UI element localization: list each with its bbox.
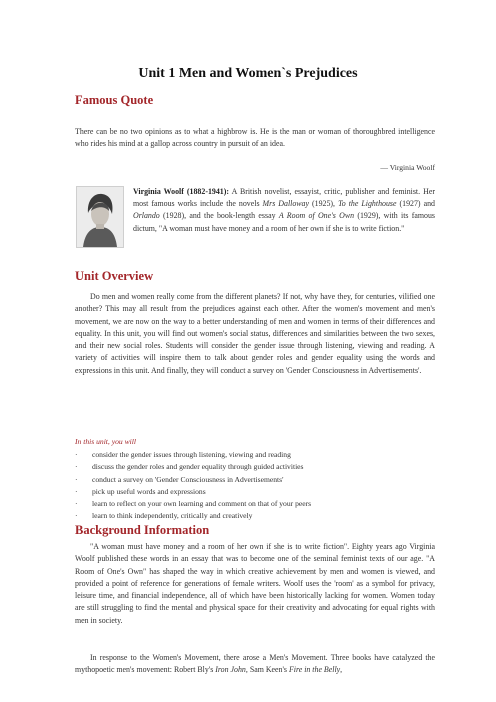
background-paragraph-2 [75, 652, 435, 677]
unit-overview-heading: Unit Overview [75, 269, 154, 283]
bullet-marker: · [75, 474, 78, 484]
list-item-text: learn to reflect on your own learning and comment on that of your peers [92, 499, 312, 509]
bio-work-title: A Room of One's Own [278, 211, 355, 221]
paragraph-text: In response to the Women's Movement, there arose a Men's Movement. Three books have catalyzed the mythopoetic men's movement: Robert Bly's [75, 653, 435, 675]
bio-work-title: Mrs Dalloway [262, 199, 309, 209]
unit-goals-list [75, 449, 435, 523]
book-title: Fire in the Belly [288, 665, 341, 675]
background-information-heading: Background Information [75, 523, 210, 537]
famous-quote-heading: Famous Quote [75, 93, 154, 107]
bio-work-title: Orlando [133, 211, 160, 221]
bio-text: (1927) and [396, 199, 435, 209]
portrait-image-icon [77, 187, 123, 247]
bio-name: Virginia Woolf (1882-1941): [133, 187, 229, 196]
bullet-marker: · [75, 486, 78, 496]
bio-text: (1925), [308, 199, 339, 209]
bio-text: (1928), and the book-length essay [159, 211, 279, 221]
list-item [75, 461, 435, 473]
bullet-marker: · [75, 499, 78, 509]
bullet-marker: · [75, 450, 78, 459]
bio-text: (1929), with its famous dictum, "A woman must have money and a room of her own if she is to write fiction." [133, 211, 435, 233]
list-item [75, 510, 435, 522]
bullet-marker: · [75, 462, 78, 472]
overview-paragraph: Do men and women really come from the different planets? If not, why have they, for centuries, vilified one another? This may all result from the prejudices against each other. After the women's movement and men's movement, we are now on the way to a better understanding of men and women in terms of their differences and equality. In this unit, you will find out women's social status, differences and similarities between the two sexes, and their new social roles. Students will consider the gender issue through listening, viewing and reading. A variety of activities will inspire them to talk about gender roles and gender equality using the words and expressions in this unit. And finally, they will conduct a survey on 'Gender Consciousness in Advertisements'. [75, 292, 435, 375]
book-title: Iron John [215, 665, 246, 675]
bio-work-title: To the Lighthouse [338, 199, 397, 209]
unit-goals-label: In this unit, you will [75, 437, 136, 446]
background-paragraph-1: "A woman must have money and a room of her own if she is to write fiction". Eighty years ago Virginia Woolf published these words in an essay that was to become one of the seminal feminist texts of our age. "A Room of One's Own" has shaped the way in which creative achievement by men and women is viewed, and provided a point of reference for generations of female writers. Woolf uses the 'room' as a symbol for privacy, leisure time, and financial independence, all of which have been historically lacking for women. Women today are still struggling to find the mental and physical space for their creativity and advocating for equal rights with men in society. [75, 542, 435, 625]
bullet-marker: · [75, 511, 78, 521]
bio-text: A British novelist, essayist, critic, publisher and feminist. Her most famous works include the novels [133, 187, 435, 209]
list-item-text: discuss the gender roles and gender equality through guided activities [92, 462, 304, 472]
list-item-text: conduct a survey on 'Gender Consciousness in Advertisements' [92, 474, 284, 484]
paragraph-text: , Sam Keen's [245, 665, 289, 675]
list-item [75, 498, 435, 510]
list-item-text: learn to think independently, critically and creatively [92, 511, 253, 521]
list-item [75, 449, 435, 461]
list-item-text: consider the gender issues through listening, viewing and reading [92, 450, 291, 459]
page-title: Unit 1 Men and Women`s Prejudices [138, 66, 358, 81]
list-item [75, 474, 435, 486]
quote-attribution: — Virginia Woolf [380, 163, 435, 172]
quote-text: There can be no two opinions as to what a highbrow is. He is the man or woman of thoroughbred intelligence who rides his mind at a gallop across country in pursuit of an idea. [75, 127, 435, 149]
biography [133, 186, 435, 235]
virginia-woolf-portrait [76, 186, 124, 248]
list-item [75, 486, 435, 498]
paragraph-text: , [340, 665, 343, 675]
list-item-text: pick up useful words and expressions [92, 486, 206, 496]
